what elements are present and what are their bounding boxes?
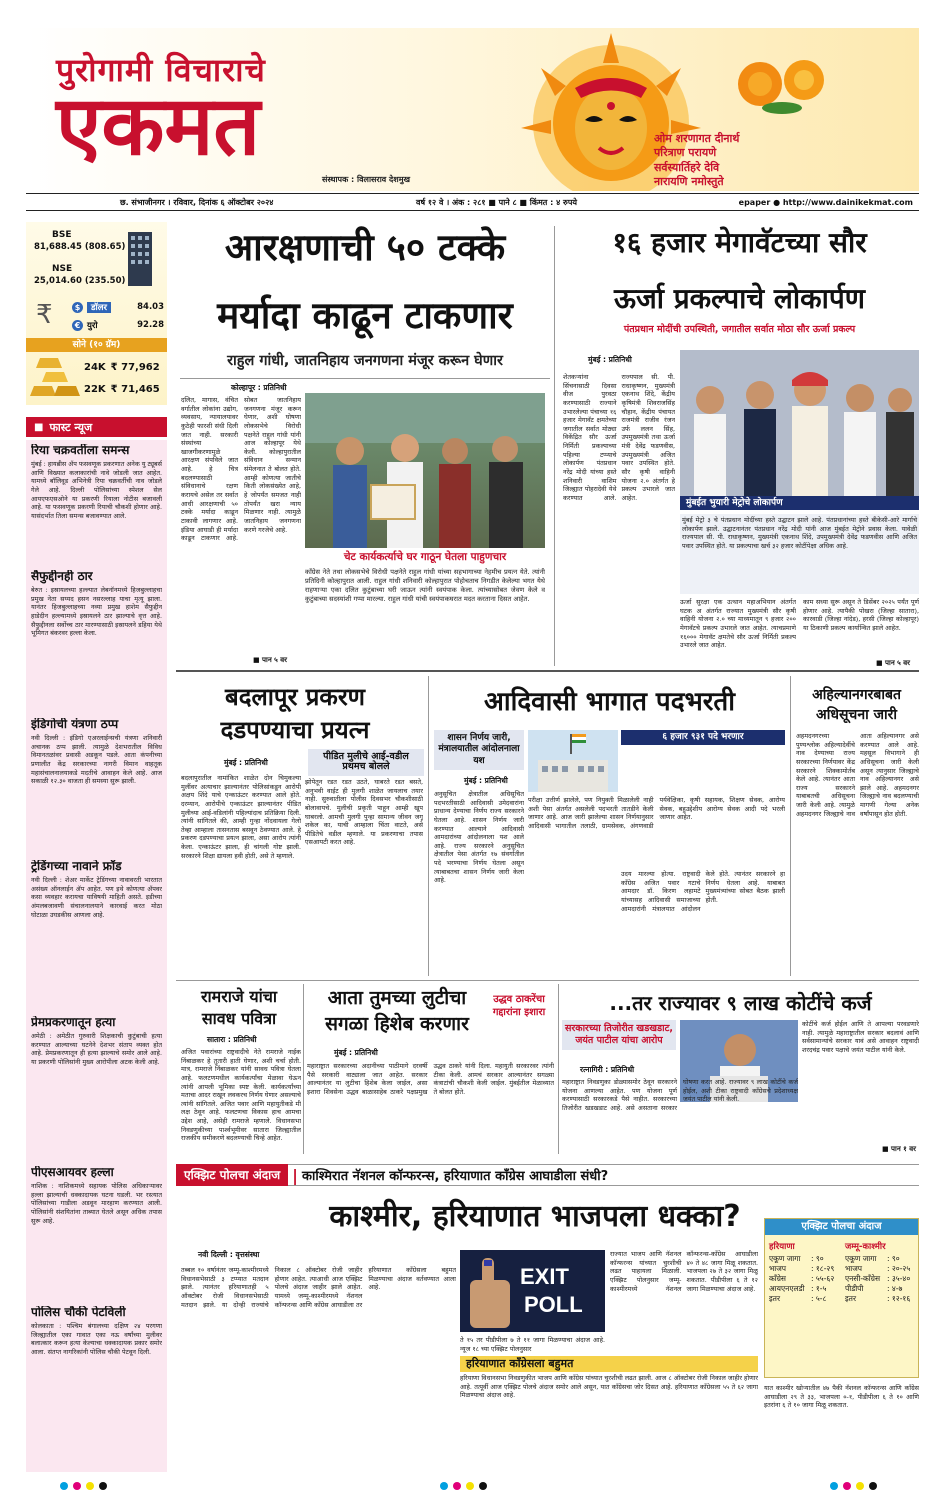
ahilya-headline-2: अधिसूचना जारी xyxy=(816,707,897,723)
dateline-date: छ. संभाजीनगर । रविवार, दिनांक ६ ऑक्टोबर २०२४ xyxy=(120,197,274,207)
reg-dot xyxy=(73,1482,81,1490)
lead-right-headline-1: १६ हजार मेगावॅटच्या सौर xyxy=(612,226,867,259)
exit-poll-image xyxy=(460,1250,605,1332)
debt-headline: ...तर राज्यावर ९ लाख कोटींचे कर्ज xyxy=(609,991,872,1015)
badlapur-headline-2: दडपण्याचा प्रयत्न xyxy=(220,716,370,744)
lead-right-dateline: मुंबई : प्रतिनिधी xyxy=(588,355,632,364)
euro-value: 92.28 xyxy=(137,320,164,330)
gold24-label: 24K xyxy=(84,362,106,373)
news-headline: इंडिगोची यंत्रणा ठप्प xyxy=(31,718,119,731)
bse-value: 81,688.45 (808.65) xyxy=(34,242,126,252)
dateline-epaper: epaper ● http://www.dainikekmat.com xyxy=(738,197,913,207)
photo-caption-title: चेट कार्यकर्त्याचे घर गाठून घेतला पाहुणचार xyxy=(343,551,507,563)
news-body: मुंबई : हायब्रीस ॲप फसवणूक प्रकरणात अनेक यु ट्यूबर्स आणि विख्यात कलाकारांची नावे जोडली जात आहेत. यामध्ये बॉलिवूड अभिनेत्री रिया चक्रवर्तीची नाव जोडले गेले आहे. दिल्ली पोलिसांच्या स्पेशल सेल आयएफएसओने या प्रकरणी रियाला नोटीस बजावली आहे. या फसवणूक प्रकरणी रियाची चौकशी होणार आहे. यासंदर्भात तिला समन्स बजावण्यात आले. xyxy=(31,460,162,521)
adivasi-dateline: मुंबई : प्रतिनिधी xyxy=(464,776,508,785)
table-title: एक्झिट पोलचा अंदाज xyxy=(765,1219,918,1235)
badlapur-body-2: झोपेतून रडत रडत उठते, घाबरते रडत बसते, अनुभवी वाईट ही मुलगी शाळेत जायलाच तयार नाही. सुरुवातीला पोलीस दिवसभर चौकशीसाठी बोलावायचे. मुलीची प्रकृती पाहून आम्ही खूप घाबरलो. आमची मुलगी पुन्हा सामान्य जीवन जगू शकेल का, याची आम्हाला चिंता वाटते, असे पीडितेचे वडील म्हणाले. या प्रकरणाचा तपास एसआयटी करत आहे. xyxy=(305,778,423,847)
adivasi-box-title: शासन निर्णय जारी, मंत्रालयातील आंदोलनाला यश xyxy=(434,730,524,770)
market-panel xyxy=(26,222,167,405)
debt-body: महाराष्ट्रात निवडणुका डोळ्यासमोर ठेवून सरकारने योजना आणल्या आहेत. पण योजना पूर्ण करण्यासाठी सरकारकडे पैसे नाहीत. सरकारच्या तिजोरीत खडखडाट आहे. असे असताना सरकार घोषणा करत आहे. राज्यावर ९ लाख कोटींचे कर्ज होईल, अशी टीका राष्ट्रवादी काँग्रेसचे प्रदेशाध्यक्ष जयंत पाटील यांनी केली. xyxy=(562,1078,798,1112)
lead-left-dateline: कोल्हापूर : प्रतिनिधी xyxy=(231,383,287,392)
uddhav-side: उद्धव ठाकरेंचा गद्दारांना इशारा xyxy=(492,994,546,1018)
news-headline: ट्रेडिंगच्या नावाने फ्रॉड xyxy=(31,860,122,873)
news-body: नाशिक : नाशिकमध्ये सहायक पोलिस अधिकाऱ्यावर हल्ला झाल्याची धक्कादायक घटना घडली. भर रस्त्यात पोलिसांच्या गाडीला अडवून मारहाण करण्यात आली. पोलिसांनी संशयितांना ताब्यात घेतले असून अधिक तपास सुरू आहे. xyxy=(31,1182,162,1225)
gold22-label: 22K xyxy=(84,384,106,395)
table-row xyxy=(769,1274,841,1284)
party-name: पीडीपी xyxy=(845,1284,864,1293)
dollar-row xyxy=(72,300,164,314)
modi-metro-photo xyxy=(680,350,919,510)
lead-left-headline-2: मर्यादा काढून टाकणार xyxy=(217,294,513,337)
euro-icon: € xyxy=(72,320,83,331)
table-row xyxy=(845,1264,917,1274)
list-item xyxy=(31,570,162,718)
list-item xyxy=(31,1016,162,1166)
photo-caption: काँग्रेस नेते तथा लोकसभेचे विरोधी पक्षनेते राहुल गांधी यांच्या सहभागाच्या नेहमीच प्रयत्न येते. त्यांनी प्रतिदिनी कोल्हापुरात आली. राहुल गांधी शनिवारी कोल्हापुरात पोहोचताच निगडीत केलेल्या भगत येथे राहणाऱ्या एका दलित कुटुंबाच्या घरी जाऊन त्यांनी स्वयंपाक केला. त्यांच्यासोबत जेवण केले व कुटुंबाच्या सदस्यांशी गप्पा मारल्या. राहुल गांधी यांची स्वयंपाकघरात मदत करताना दिसत आहेत. xyxy=(305,568,545,603)
reg-dot xyxy=(60,1482,68,1490)
prayer-line: सर्वस्यार्तिहरे देवि xyxy=(654,160,720,174)
seat-range: : ४-७ xyxy=(887,1284,903,1293)
strap-separator: | xyxy=(292,1165,299,1185)
party-name: काँग्रेस xyxy=(769,1274,787,1283)
uddhav-body: महाराष्ट्रात सरकारच्या अदानीच्या पाठीमागे दरवर्षी पैसे सरकारी वाट्याला जात आहेत. सरकार आल्यानंतर या लुटीचा हिशेब केला जाईल, असा इशारा शिवसेना उद्धव बाळासाहेब ठाकरे पक्षप्रमुख उद्धव ठाकरे यांनी दिला. महायुती सरकारवर त्यांनी टीका केली. आमचं सरकार आल्यानंतर सगळ्या कंत्राटांची चौकशी केली जाईल. मुंबईतील मेळाव्यात ते बोलत होते. xyxy=(307,1062,554,1096)
dollar-icon: $ xyxy=(72,302,83,313)
divider xyxy=(558,984,559,1154)
table-row xyxy=(769,1294,841,1304)
gold24-value: ₹ 77,962 xyxy=(110,362,160,373)
print-registration-marks xyxy=(440,1482,487,1490)
list-item xyxy=(31,860,162,1016)
metro-body: मुंबई मेट्रो ३ चे पंतप्रधान मोदींच्या हस्ते उद्घाटन झाले आहे. पंतप्रधानांच्या हस्ते बीकेसी-आरे मार्गाचे लोकार्पण झाले. उद्घाटनानंतर पंतप्रधान नरेंद्र मोदी यांनी आज मुंबईत मेट्रोने प्रवास केला. यावेळी राज्यपाल सी. पी. राधाकृष्णन, मुख्यमंत्री एकनाथ शिंदे, उपमुख्यमंत्री देवेंद्र फडणवीस आणि अजित पवार उपस्थित होते. या प्रकल्पाचा खर्च ३२ हजार कोटींपेक्षा अधिक आहे. xyxy=(680,514,919,594)
seat-range: : १२-१६ xyxy=(887,1294,911,1303)
gold24-row xyxy=(84,362,164,373)
fast-news-column xyxy=(26,440,167,1472)
divider xyxy=(428,676,429,976)
table-row xyxy=(845,1274,917,1284)
lead-left-subhead: राहुल गांधी, जातनिहाय जनगणना मंजूर करून घेणार xyxy=(227,353,503,369)
news-body: नवी दिल्ली : शेअर मार्केट ट्रेडिंगच्या नावावरती भारतात असंख्य ऑनलाईन ॲप आहेत. पण इथे कोणत्या ॲपवर कसा व्यवहार करायचा याविषयी माहिती असते. इडीच्या अंमलबजावणी संचालनालयाने कारवाई करत मोठा घोटाळा उघडकीस आणला आहे. xyxy=(31,876,162,919)
reg-dot xyxy=(99,1482,107,1490)
list-item xyxy=(31,718,162,860)
strap-label: एक्झिट पोलचा अंदाज xyxy=(176,1164,288,1186)
list-item xyxy=(31,1306,162,1466)
badlapur-body: बदलापुरातील नामांकित शाळेत दोन चिमुकल्या मुलींवर अत्याचार झाल्यानंतर पोलिसांकडून आरोपी अक्षय शिंदे याचे एन्काऊंटर करण्यात आले होते. दरम्यान, आरोपीचे एन्काऊंटर झाल्यानंतर पीडित मुलीच्या आई-वडिलांनी पहिल्यांदाच प्रतिक्रिया दिली. त्यांनी सांगितले की, आम्ही गुन्हा नोंदवायला गेलो तेव्हा आम्हाला तासनतास बसवून ठेवण्यात आले. हे प्रकरण दडपण्याचा प्रयत्न झाला, असा आरोप त्यांनी केला. एन्काऊंटर झाला, ही चांगली गोष्ट झाली. सरकारने शिक्षा द्यायला हवी होती, असे ते म्हणाले. xyxy=(181,774,301,860)
list-item xyxy=(31,1166,162,1306)
seat-range: : ९० xyxy=(811,1254,824,1263)
party-name: एकूण जागा xyxy=(769,1254,801,1263)
gold22-value: ₹ 71,465 xyxy=(110,384,160,395)
gold-title: सोने (१० ग्रॅम) xyxy=(26,338,167,352)
metro-photo-caption: मुंबईत भुयारी मेट्रोचे लोकार्पण xyxy=(680,496,919,510)
party-name: भाजप xyxy=(769,1264,787,1273)
seat-range: : ३५-४० xyxy=(887,1274,911,1283)
reg-dot xyxy=(466,1482,474,1490)
photo-figures xyxy=(305,393,545,548)
prayer-line: परित्राण परायणे xyxy=(654,146,717,160)
badlapur-headline-1: बदलापूर प्रकरण xyxy=(225,683,365,711)
exit-label: EXIT xyxy=(520,1264,569,1289)
continued-marker: ■ पान ५ वर xyxy=(876,659,910,667)
divider xyxy=(176,670,919,672)
ahilya-body: अहमदनगरच्या पुण्यश्लोक अहिल्यादेवींचे नाव देण्याच्या राज्य सरकारच्या निर्णयावर केंद्र सरकारने शिक्कामोर्तब केले आहे. त्यानंतर आता राज्य सरकारने याबाबतची अधिसूचना जारी केली आहे. त्यामुळे अहमदनगर जिल्ह्याचे नाव आता अहिल्यानगर असे करण्यात आले आहे. महसूल विभागाने ही अधिसूचना जारी केली असून त्यानुसार जिल्ह्याचे नाव अहिल्यानगर असे झाले आहे. अहमदनगर जिल्ह्याचे नाव बदलण्याची मागणी गेल्या अनेक वर्षांपासून होत होती. xyxy=(796,732,919,818)
reg-dot xyxy=(843,1482,851,1490)
uddhav-headline-1: आता तुमच्या लुटीचा xyxy=(327,987,467,1009)
reg-dot xyxy=(479,1482,487,1490)
adivasi-badge: ६ हजार ९३१ पदे भरणार xyxy=(621,730,785,745)
photo-building xyxy=(528,730,618,792)
exit-poll-body: तब्बल १० वर्षानंतर जम्मू-काश्मीरमध्ये विधानसभेसाठी ३ टप्प्यात मतदान झाले. त्यानंतर हरियाणातही ५ ऑक्टोबर रोजी विधानसभेसाठी मतदान झाले. या दोन्ही राज्यांचे निकाल ८ ऑक्टोबर रोजी जाहीर होणार आहेत. त्याआधी आज एक्झिट पोलचे अंदाज जाहीर झाले आहेत. यामध्ये जम्मू-काश्मीरमध्ये नॅशनल कॉन्फरन्स आणि काँग्रेस आघाडीला तर हरियाणात काँग्रेसला बहुमत मिळण्याचा अंदाज वर्तवण्यात आला आहे. xyxy=(181,1266,456,1309)
nse-value: 25,014.60 (235.50) xyxy=(34,276,126,286)
lead-right-body-3: काम सध्या सुरू असून ते डिसेंबर २०२५ पर्यंत पूर्ण होणार आहे. त्यापैकी पोखरा (जिल्हा सातारा), कारवाडी (जिल्हा नांदेड), हरसी (जिल्हा कोल्हापूर) या ठिकाणी प्रकल्प कार्यान्वित झाले आहेत. xyxy=(803,598,919,632)
rahul-gandhi-photo xyxy=(305,393,545,548)
masthead xyxy=(26,28,919,191)
table-row xyxy=(769,1284,841,1294)
adivasi-body-2: परीक्षा उत्तीर्ण झालेले, पण नियुक्ती मिळालेली नाही अशी पेसा अंतर्गत असलेली पदभरती तातडीने केली जाणार आहे. आज जारी झालेल्या शासन निर्णयानुसार आदिवासी भागातील तलाठी, ग्रामसेवक, अंगणवाडी पर्यवेक्षिका, कृषी सहायक, शिक्षण सेवक, आरोग्य सेवक, बहुउद्देशीय आरोग्य सेवक आदी पदे भरली जाणार आहेत. xyxy=(528,796,785,830)
reg-dot xyxy=(830,1482,838,1490)
congress-body: हरियाणा विधानसभा निवडणुकीत भाजप आणि काँग्रेस यांच्यात चुरशीची लढत झाली. आज ८ ऑक्टोबर रोजी निकाल जाहीर होणार आहे. तत्पूर्वी आज एक्झिट पोलचे अंदाज समोर आले असून, यात काँग्रेसचा जोर दिसत आहे. हरियाणात काँग्रेसला ५५ ते ६२ जागा मिळण्याचा अंदाज आहे. xyxy=(460,1374,758,1400)
exit-poll-headline: काश्मीर, हरियाणात भाजपला धक्का? xyxy=(329,1199,741,1234)
fast-news-header xyxy=(26,417,167,437)
euro-label: युरो xyxy=(87,320,98,331)
news-headline: सैफुद्दीनही ठार xyxy=(31,570,93,583)
haryana-block xyxy=(769,1241,841,1304)
seat-range: : १८-२९ xyxy=(811,1264,835,1273)
lead-right-headline-2: ऊर्जा प्रकल्पाचे लोकार्पण xyxy=(613,282,866,315)
seat-range: : ५५-६२ xyxy=(811,1274,835,1283)
divider xyxy=(303,984,304,1154)
party-name: भाजप xyxy=(845,1264,863,1273)
seat-range: : २०-२५ xyxy=(887,1264,911,1273)
news-headline: रिया चक्रवर्तीला समन्स xyxy=(31,444,130,457)
uddhav-headline-2: सगळा हिशेब करणार xyxy=(325,1013,469,1035)
reg-dot xyxy=(869,1482,877,1490)
photo-figures xyxy=(680,350,919,510)
exit-poll-dateline: नवी दिल्ली : वृत्तसंस्था xyxy=(198,1250,260,1259)
marigold-decoration xyxy=(732,46,842,116)
party-name: इतर xyxy=(845,1294,857,1303)
ahilya-headline-1: अहिल्यानगरबाबत xyxy=(812,687,901,703)
ballot-finger-graphic xyxy=(460,1250,605,1332)
fast-news-icon: ■ xyxy=(34,421,44,433)
reg-dot xyxy=(86,1482,94,1490)
seat-range: : १-५ xyxy=(811,1284,827,1293)
reg-dot xyxy=(440,1482,448,1490)
news-headline: पीएसआयवर हल्ला xyxy=(31,1166,114,1179)
exit-image-caption: ते १५ तर पीडीपीला ७ ते ११ जागा मिळण्याचा अंदाज आहे. न्यूज १८ च्या एक्झिट पोलनुसार xyxy=(460,1336,605,1353)
navratri-prayer xyxy=(654,132,739,189)
divider xyxy=(554,226,555,666)
masthead-name: एकमत xyxy=(56,79,261,174)
bse-label: BSE xyxy=(52,230,72,240)
exit-poll-body-2: राज्यात भाजप आणि नॅशनल कॉन्फरन्स यांच्यात चुरशीची लढत पाहायला मिळाली. एक्झिट पोलनुसार जम्मू-काश्मीरमध्ये नॅशनल कॉन्फरन्स-काँग्रेस आघाडीला ४० ते ४८ जागा मिळू शकतात. भाजपला २७ ते ३२ जागा मिळू शकतात. पीडीपीला ६ ते १२ जागा मिळण्याचा अंदाज आहे. xyxy=(610,1250,758,1293)
continued-marker: ■ पान १ वर xyxy=(882,1145,916,1153)
nse-label: NSE xyxy=(52,264,73,274)
exit-poll-table xyxy=(764,1218,919,1378)
lead-right-subhead: पंतप्रधान मोदींची उपस्थिती, जगातील सर्वात मोठा सौर ऊर्जा प्रकल्प xyxy=(623,324,856,335)
table-row xyxy=(845,1254,917,1264)
rupee-icon: ₹ xyxy=(36,300,53,330)
prayer-line: नारायणि नमोस्तुते xyxy=(654,174,724,188)
badlapur-box-title: पीडित मुलीचे आई-वडील प्रथमच बोलले xyxy=(308,749,424,776)
debt-body-2: कोटींचे कर्ज होईल आणि ते आपल्या परवडणारे नाही. त्यामुळे महाराष्ट्रातील सरकार बदलावं आणि सर्वसामान्यांचे सरकार यावं असे आवाहन राष्ट्रवादी शरदचंद्र पवार पक्षाचे जयंत पाटील यांनी केले. xyxy=(802,1020,919,1054)
adivasi-body: अनुसूचित क्षेत्रातील अधिसूचित पदभरतीसाठी आदिवासी उमेदवारांना प्राधान्य देण्याचा निर्णय राज्य सरकारने घेतला आहे. शासन निर्णय जारी करण्यात आल्याने आदिवासी आमदारांच्या आंदोलनाला यश आले आहे. राज्य सरकारने अनुसूचित क्षेत्रातील पेसा अंतर्गत १७ संवर्गातील पदे भरण्याचा निर्णय घेतला असून त्याबाबतचा शासन निर्णय जारी केला आहे. xyxy=(434,790,524,885)
news-body: कोलकाता : पश्चिम बंगालच्या दक्षिण २४ परगणा जिल्ह्यातील एका गावात एका नऊ वर्षांच्या मुलीवर बलात्कार करून हत्या केल्याचा धक्कादायक प्रकार समोर आला. संतप्त नागरिकांनी पोलिस चौकी पेटवून दिली. xyxy=(31,1322,162,1357)
congress-title: हरियाणात काँग्रेसला बहुमत xyxy=(460,1356,758,1372)
seat-range: : ५-८ xyxy=(811,1294,827,1303)
divider xyxy=(176,980,919,981)
prayer-line: ओम शरणागत दीनार्थ xyxy=(654,132,740,145)
reg-dot xyxy=(856,1482,864,1490)
table-row xyxy=(845,1294,917,1304)
lead-right-body-2: ऊर्जा सुरक्षा एक उत्थान महाअभियान अंतर्गत घटक अ अंतर्गत राज्यात मुख्यमंत्री सौर कृषी वाहिनी योजना २.० च्या माध्यमातून ९ हजार २०० मेगावॅटचे प्रकल्प उभारले जात आहेत. त्याचप्रमाणे १६००० मेगावॅट क्षमतेचे सौर ऊर्जा निर्मिती प्रकल्प उभारले जात आहेत. xyxy=(680,598,796,650)
uddhav-dateline: मुंबई : प्रतिनिधी xyxy=(334,1048,378,1057)
lead-left-headline-1: आरक्षणाची ५० टक्के xyxy=(224,226,506,269)
fast-news-title: फास्ट न्यूज xyxy=(49,420,93,434)
print-registration-marks xyxy=(60,1482,107,1490)
badlapur-dateline: मुंबई : प्रतिनिधी xyxy=(224,758,268,767)
table-row xyxy=(845,1284,917,1294)
party-name: एकूण जागा xyxy=(845,1254,877,1263)
dateline-bar xyxy=(26,193,919,211)
masthead-tagline: पुरोगामी विचाराचे xyxy=(56,51,266,89)
news-headline: पोलिस चौकी पेटविली xyxy=(31,1306,126,1319)
reg-dot xyxy=(453,1482,461,1490)
table-row xyxy=(769,1254,841,1264)
lead-left-body: दलित, मागास, वंचित वर्गातील लोकांना उद्योग, व्यवसाय, न्यायालयावर कुठेही फारशी संधी दिली जात नाही. सरकारी संस्थांच्या खाजगीकरणामुळे आरक्षण संपविले जात आहे. हे चित्र बदलण्यासाठी संविधानाचे रक्षण करायचे असेल तर सर्वात आधी आरक्षणाची ५० टक्के मर्यादा काढून टाकावी लागणार आहे. इंडिया आघाडी ही मर्यादा काढून टाकणार आहे. सोबत जातनिहाय जनगणना मंजूर करून घेणार, अशी घोषणा लोकसभेचे विरोधी पक्षनेते राहुल गांधी यांनी आज कोल्हापूर येथे केली. कोल्हापुरातील संविधान सन्मान संमेलनात ते बोलत होते. आम्ही कोणत्या जातीचे किती लोकसंख्येत आहे, हे जोपर्यंत समजत नाही तोपर्यंत खरा न्याय मिळणार नाही. त्यामुळे जातनिहाय जनगणना करणे गरजेचे आहे. xyxy=(181,396,301,543)
euro-row xyxy=(72,318,164,332)
masthead-founder: संस्थापक : विलासराव देशमुख xyxy=(322,175,411,184)
debt-dateline: रत्नागिरी : प्रतिनिधी xyxy=(580,1065,635,1074)
dollar-label: डॉलर xyxy=(87,302,111,313)
divider xyxy=(790,676,791,976)
ramraje-dateline: सातारा : प्रतिनिधी xyxy=(207,1035,257,1044)
lead-right-body: शेतकऱ्यांना सिंचनासाठी दिवसा वीज पुरवठा करण्यासाठी राज्याने उभारलेल्या पंचाच्या १६ हजार मेगावॅट क्षमतेच्या जगातील सर्वात मोठ्या विकेंद्रित सौर ऊर्जा निर्मिती प्रकल्पाच्या पहिल्या टप्प्याचे लोकार्पण पंतप्रधान नरेंद्र मोदी यांच्या हस्ते शनिवारी वाशिम जिल्ह्यात पोहरादेवी येथे करण्यात आले. राज्यपाल सी. पी. राधाकृष्णन, मुख्यमंत्री एकनाथ शिंदे, केंद्रीय कृषिमंत्री शिवराजसिंह चौहान, केंद्रीय पंचायत राजमंत्री राजीव रंजन उर्फ ललन सिंह, उपमुख्यमंत्री तथा ऊर्जा मंत्री देवेंद्र फडणवीस, उपमुख्यमंत्री अजित पवार उपस्थित होते. सौर कृषी वाहिनी योजना २.० अंतर्गत हे प्रकल्प उभारले जात आहेत. xyxy=(563,373,675,502)
table-row xyxy=(769,1264,841,1274)
ramraje-body: अजित पवारांच्या राष्ट्रवादीचे नेते रामराजे नाईक निंबाळकर हे तुतारी हाती घेणार, अशी चर्चा होती. मात्र, रामराजे निंबाळकर यांनी सावध पवित्रा घेतला आहे. फलटणमधील कार्यकर्त्यांचा मेळावा घेऊन त्यांनी आपली भूमिका स्पष्ट केली. कार्यकर्त्यांच्या मताचा आदर राखून लवकरच निर्णय घेणार असल्याचे त्यांनी सांगितले. अजित पवार आणि महायुतीकडे मी लक्ष ठेवून आहे. फलटणचा विकास हाच आमचा उद्देश आहे, असेही रामराजे म्हणाले. विधानसभा निवडणुकीच्या पार्श्वभूमीवर सातारा जिल्ह्यातील राजकीय समीकरणे बदलण्याची चिन्हे आहेत. xyxy=(181,1048,301,1143)
print-registration-marks xyxy=(830,1482,877,1490)
exit-poll-strap xyxy=(176,1164,919,1186)
divider xyxy=(180,378,550,379)
dollar-value: 84.03 xyxy=(137,302,164,312)
news-body: नवी दिल्ली : इंडिगो एअरलाईन्सची यंत्रणा शनिवारी अचानक ठप्प झाली. त्यामुळे देशभरातील विविध विमानतळांवर प्रवासी अडकून पडले. आता कंपनीच्या प्रणालीत केंद्र सरकारच्या नागरी विमान वाहतूक महासंचालनालयाकडे मदतीचे आवाहन केले आहे. आज सकाळी १२.३० वाजता ही समस्या सुरू झाली. xyxy=(31,734,162,786)
party-name: एनसी-काँग्रेस xyxy=(845,1274,881,1283)
adivasi-headline: आदिवासी भागात पदभरती xyxy=(484,687,735,717)
news-body: अमेठी : अमेठीत गुरुवारी शिक्षकाची कुटुंबाची हत्या करण्यात आल्याच्या घटनेने देशभर संताप व्यक्त होत आहे. प्रेमप्रकरणातून ही हत्या झाल्याचे समोर आले आहे. या प्रकरणी पोलिसांनी मुख्य आरोपीला अटक केली आहे. xyxy=(31,1032,162,1067)
exit-table-body: यात काश्मीर खोऱ्यातील ४७ पैकी नॅशनल कॉन्फरन्स आणि काँग्रेस आघाडीला २९ ते ३३, भाजपला ०-१, पीडीपीला ६ ते १० आणि इतरांना ६ ते १० जागा मिळू शकतात. xyxy=(764,1384,919,1410)
list-item xyxy=(31,444,162,570)
jk-title: जम्मू-काश्मीर xyxy=(845,1242,886,1252)
poll-label: POLL xyxy=(524,1292,583,1317)
gold22-row xyxy=(84,384,164,395)
haryana-title: हरियाणा xyxy=(769,1242,795,1252)
continued-marker: ■ पान ५ वर xyxy=(253,656,287,664)
gold-bars-icon xyxy=(30,356,84,402)
party-name: इतर xyxy=(769,1294,781,1303)
ramraje-headline-1: रामराजे यांचा xyxy=(200,987,278,1006)
news-body: बेरुत : इस्रायलच्या हल्ल्यात लेबनॉनमध्ये हिजबुल्लाहचा प्रमुख नेता सय्यद हसन नसरल्लाह याचा मृत्यू झाला. यानंतर हिजबुल्लाहच्या नव्या प्रमुख हाशेम सैफुद्दीन हाडेदीन हल्ल्यामध्ये इस्रायलने ठार झाल्याचे वृत्त आहे. सैफुद्दीनला सर्वोच्च ठार मारण्यासाठी इस्रायलने डहिया येथे भूमिगत बंकरवर हल्ला केला. xyxy=(31,586,162,638)
seat-range: : ९० xyxy=(887,1254,900,1263)
adivasi-body-3: उदय मारल्या होत्या. राष्ट्रवादी काँग्रेस अजित पवार गटाचे आमदार डॉ. किरण लहामटे यांच्यासह आदिवासी समाजाच्या आमदारांनी मंत्रालयात आंदोलन केले होते. त्यानंतर सरकारने हा निर्णय घेतला आहे. याबाबत मुख्यमंत्र्यांच्या सोबत बैठक झाली होती. xyxy=(621,870,785,913)
news-headline: प्रेमप्रकरणातून हत्या xyxy=(31,1016,116,1029)
party-name: आयएनएलडी xyxy=(769,1284,805,1293)
ramraje-headline-2: सावध पवित्रा xyxy=(201,1009,277,1028)
mantralaya-photo xyxy=(528,730,618,792)
jk-block xyxy=(845,1241,917,1304)
dateline-issue: वर्ष १२ वे । अंक : २८१ ■ पाने ८ ■ किंमत : ४ रुपये xyxy=(416,197,578,207)
debt-box-title: सरकारच्या तिजोरीत खडखडाट, जयंत पाटील यांचा आरोप xyxy=(562,1020,676,1050)
strap-text: काश्मिरात नॅशनल कॉन्फरन्स, हरियाणात काँग्रेस आघाडीला संधी? xyxy=(302,1169,609,1184)
